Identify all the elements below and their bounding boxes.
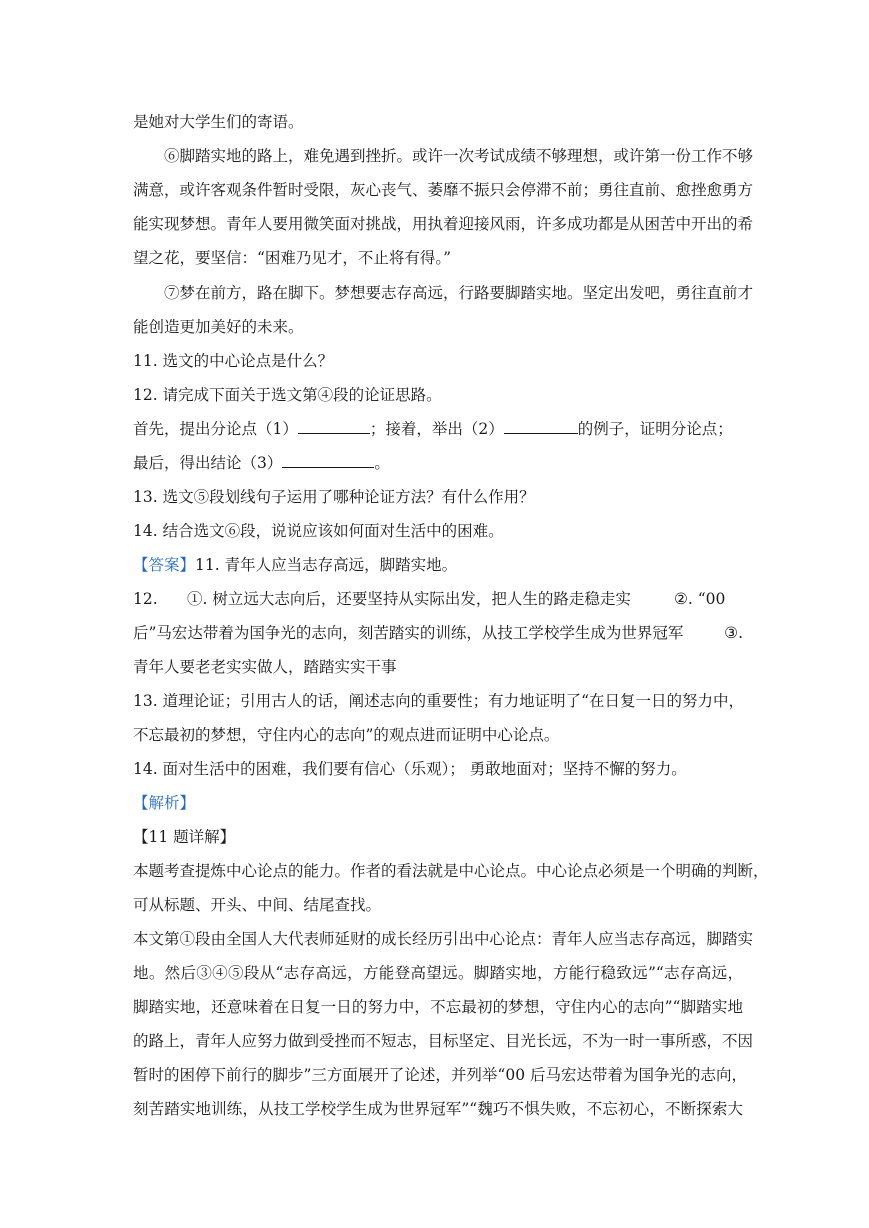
question-12-fill-line-1 <box>133 418 743 440</box>
question-13: 13. 选文⑤段划线句子运用了哪种论证方法？有什么作用？ <box>133 488 535 506</box>
answer-13-line: 13. 道理论证；引用古人的话，阐述志向的重要性；有力地证明了“在日复一日的努力中， <box>133 692 745 710</box>
text-line: ⑥脚踏实地的路上，难免遇到挫折。或许一次考试成绩不够理想，或许第一份工作不够 <box>164 147 754 165</box>
answer-tag: 【答案】 <box>133 556 196 574</box>
text-line: ⑦梦在前方，路在脚下。梦想要志存高远，行路要脚踏实地。坚定出发吧，勇往直前才 <box>164 284 754 302</box>
fill-text: 首先，提出分论点（1） <box>133 420 298 438</box>
answer-12-part-2a: ②. “00 <box>674 590 726 608</box>
blank-3 <box>282 453 374 468</box>
fill-text: ；接着，举出（2） <box>369 420 504 438</box>
answer-line-11 <box>133 554 743 576</box>
question-14: 14. 结合选文⑥段，说说应该如何面对生活中的困难。 <box>133 522 504 540</box>
answer-11: 11. 青年人应当志存高远，脚踏实地。 <box>195 556 458 574</box>
blank-2 <box>504 419 578 434</box>
text-line: 望之花，要坚信：“困难乃见才，不止将有得。” <box>133 249 452 267</box>
answer-12-part-2b: 后”马宏达带着为国争光的志向，刻苦踏实的训练，从技工学校学生成为世界冠军 <box>133 624 684 642</box>
analysis-line: 暂时的困停下前行的脚步”三方面展开了论述，并列举“00 后马宏达带着为国争光的志向， <box>133 1066 748 1084</box>
analysis-line: 刻苦踏实地训练，从技工学校学生成为世界冠军”“魏巧不惧失败，不忘初心，不断探索大 <box>133 1100 743 1118</box>
fill-text: 最后，得出结论（3） <box>133 454 283 472</box>
fill-text: 。 <box>374 454 390 472</box>
text-line: 能创造更加美好的未来。 <box>133 318 304 336</box>
answer-12-line-1 <box>133 588 743 610</box>
answer-14: 14. 面对生活中的困难，我们要有信心（乐观）； 勇敢地面对；坚持不懈的努力。 <box>133 760 687 778</box>
analysis-line: 可从标题、开头、中间、结尾查找。 <box>133 896 382 914</box>
blank-1 <box>298 419 370 434</box>
question-12-fill-line-2 <box>133 452 743 474</box>
analysis-line: 地。然后③④⑤段从“志存高远，方能登高望远。脚踏实地，方能行稳致远”“志存高远， <box>133 964 743 982</box>
detail-tag: 【11 题详解】 <box>133 828 236 846</box>
question-12: 12. 请完成下面关于选文第④段的论证思路。 <box>133 386 442 404</box>
analysis-tag: 【解析】 <box>133 794 196 812</box>
answer-12-part-1: ①. 树立远大志向后，还要坚持从实际出发，把人生的路走稳走实 <box>187 590 631 608</box>
text-line: 是她对大学生们的寄语。 <box>133 113 304 131</box>
analysis-line: 本文第①段由全国人大代表师延财的成长经历引出中心论点：青年人应当志存高远，脚踏实 <box>133 930 754 948</box>
answer-12-part-3b: 青年人要老老实实做人，踏踏实实干事 <box>133 658 397 676</box>
answer-12-num: 12. <box>133 590 158 608</box>
answer-12-part-3a: ③. <box>724 624 743 642</box>
analysis-line: 的路上，青年人应努力做到受挫而不短志，目标坚定、目光长远，不为一时一事所惑，不因 <box>133 1032 754 1050</box>
text-line: 能实现梦想。青年人要用微笑面对挑战，用执着迎接风雨，许多成功都是从困苦中开出的希 <box>133 215 754 233</box>
fill-text: 的例子，证明分论点； <box>577 420 733 438</box>
analysis-line: 脚踏实地，还意味着在日复一日的努力中，不忘最初的梦想，守住内心的志向”“脚踏实地 <box>133 998 743 1016</box>
analysis-line: 本题考查提炼中心论点的能力。作者的看法就是中心论点。中心论点必须是一个明确的判断， <box>133 862 769 880</box>
answer-12-line-2 <box>133 622 743 644</box>
answer-13-line: 不忘最初的梦想，守住内心的志向”的观点进而证明中心论点。 <box>133 726 560 744</box>
text-line: 满意，或许客观条件暂时受限，灰心丧气、萎靡不振只会停滞不前；勇往直前、愈挫愈勇方 <box>133 181 754 199</box>
question-11: 11. 选文的中心论点是什么？ <box>133 352 334 370</box>
